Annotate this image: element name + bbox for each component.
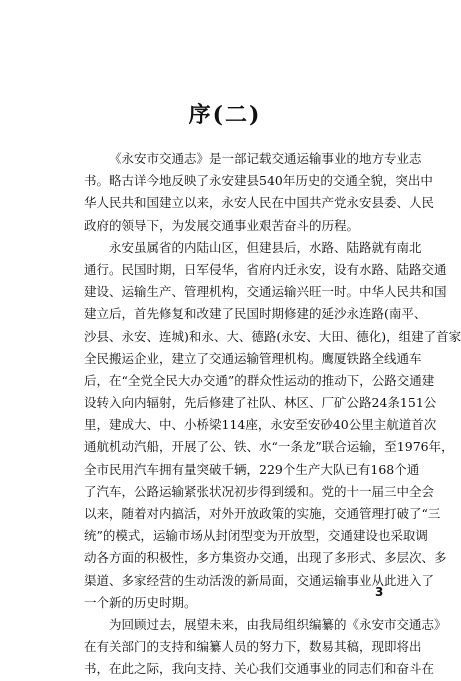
text-line: 建设、运输生产、管理机构，交通运输兴旺一时。中华人民共和国 (84, 284, 447, 300)
text-line: 永安虽属省的内陆山区，但建县后，水路、陆路就有南北 (109, 239, 422, 255)
text-line: 书，在此之际，我向支持、关心我们交通事业的同志们和奋斗在 (84, 661, 435, 677)
text-line: 在有关部门的支持和编纂人员的努力下，数易其稿，现即将出 (84, 639, 422, 655)
text-line: 为回顾过去，展望未来，由我局组织编纂的《永安市交通志》 (109, 616, 447, 632)
text-line: 后，在“全党全民大办交通”的群众性运动的推动下，公路交通建 (84, 372, 435, 388)
text-line: 设转入向内辐射，先后修建了社队、林区、厂矿公路24条151公 (84, 395, 437, 411)
text-line: 以来，随着对内搞活，对外开放政策的实施，交通管理打破了“三 (84, 506, 441, 521)
text-line: 里，建成大、中、小桥梁114座，永安至安砂40公里主航道首次 (84, 417, 437, 433)
text-line: 通行。民国时期，日军侵华，省府内迁永安，设有水路、陆路交通 (84, 261, 447, 277)
text-line: 《永安市交通志》是一部记载交通运输事业的地方专业志 (109, 151, 422, 166)
text-line: 动各方面的积极性，多方集资办交通，出现了多形式、多层次、多 (84, 550, 447, 566)
text-line: 华人民共和国建立以来，永安人民在中国共产党永安县委、人民 (84, 195, 435, 211)
text-line: 了汽车，公路运输紧张状况初步得到缓和。党的十一届三中全会 (84, 483, 435, 499)
page-title: 序(二) (188, 102, 262, 128)
text-line: 一个新的历史时期。 (84, 594, 197, 610)
page-number: 3 (375, 585, 384, 599)
text-line: 建立后，首先修复和改建了民国时期修建的延沙永连路(南平、 (84, 306, 427, 322)
text-line: 全民搬运企业，建立了交通运输管理机构。鹰厦铁路全线通车 (84, 350, 422, 366)
text-line: 全市民用汽车拥有量突破千辆，229个生产大队已有168个通 (84, 461, 420, 477)
text-line: 渠道、多家经营的生动活泼的新局面，交通运输事业从此进入了 (84, 572, 435, 588)
text-line: 统”的模式，运输市场从封闭型变为开放型，交通建设也采取调 (84, 528, 428, 544)
body-text (84, 148, 461, 681)
text-line: 通航机动汽船，开展了公、铁、水“一条龙”联合运输，至1976年， (84, 439, 454, 455)
text-line: 书。略古详今地反映了永安建县540年历史的交通全貌，突出中 (84, 173, 433, 189)
text-line: 沙县、永安、连城)和永、大、德路(永安、大田、德化)，组建了首家 (84, 328, 461, 344)
text-line: 政府的领导下，为发展交通事业艰苦奋斗的历程。 (84, 217, 360, 233)
